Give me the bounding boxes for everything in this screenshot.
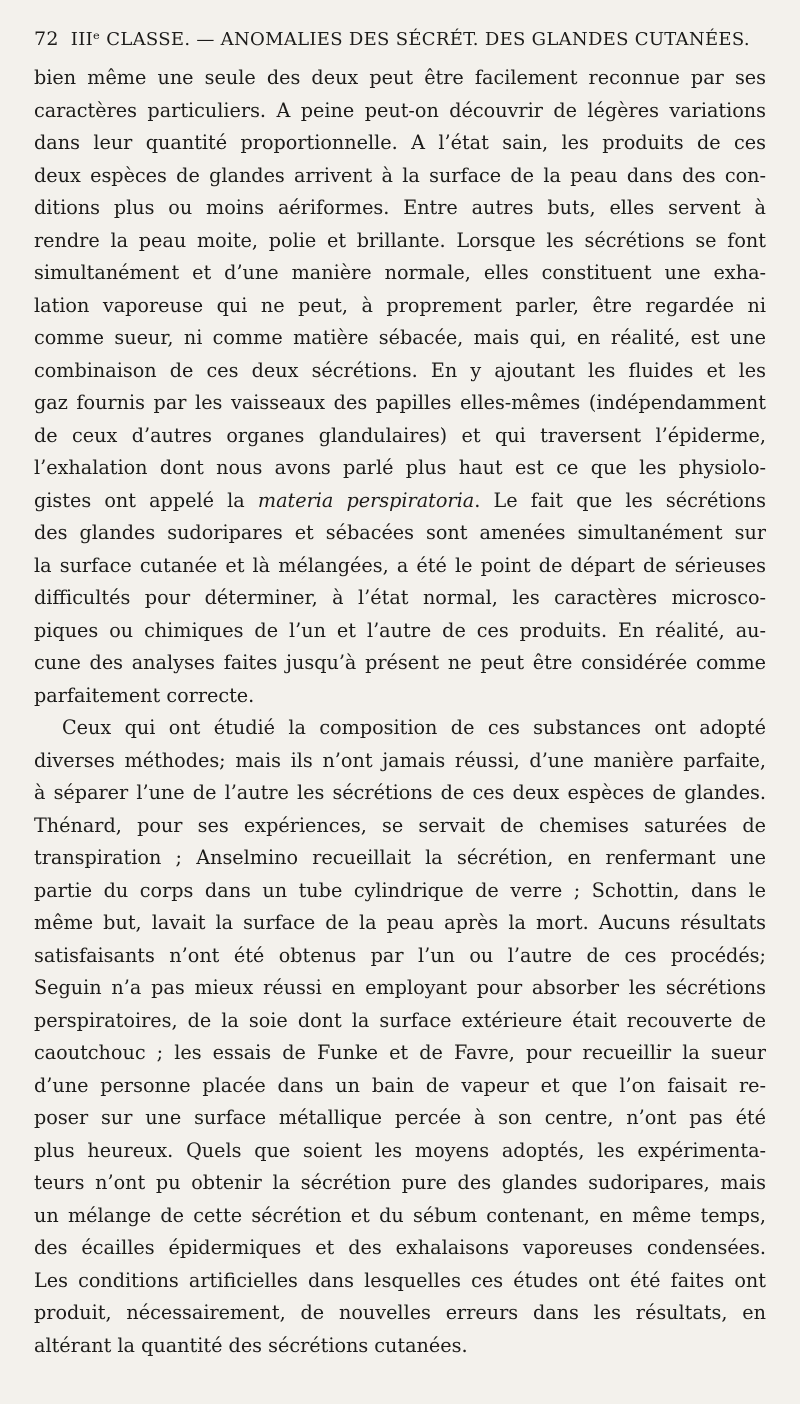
- text-line: même but, lavait la surface de la peau après la mort. Aucuns résultats: [34, 911, 766, 934]
- text-line: piques ou chimiques de l’un et l’autre de ces produits. En réalité, au-: [34, 618, 766, 642]
- running-head: [34, 28, 766, 62]
- text-line: des écailles épidermiques et des exhalaisons vaporeuses condensées.: [34, 1236, 766, 1259]
- text-line: poser sur une surface métallique percée à son centre, n’ont pas été: [34, 1106, 766, 1129]
- text-line: dans leur quantité proportionnelle. A l’état sain, les produits de ces: [34, 131, 766, 154]
- text-line: perspiratoires, de la soie dont la surface extérieure était recouverte de: [34, 1008, 766, 1032]
- text-line: cune des analyses faites jusqu’à présent ne peut être considérée comme: [34, 651, 766, 674]
- text-line: d’une personne placée dans un bain de vapeur et que l’on faisait re-: [34, 1073, 766, 1097]
- text-line: altérant la quantité des sécrétions cutanées.: [34, 1333, 468, 1357]
- page-number: 72: [34, 28, 59, 50]
- text-line: des glandes sudoripares et sébacées sont amenées simultanément sur: [34, 521, 766, 544]
- text-line: teurs n’ont pu obtenir la sécrétion pure des glandes sudoripares, mais: [34, 1171, 766, 1194]
- paragraph-1: [34, 62, 766, 712]
- text-line: un mélange de cette sécrétion et du sébum contenant, en même temps,: [34, 1203, 766, 1227]
- text-line: à séparer l’une de l’autre les sécrétions de ces deux espèces de glandes.: [34, 781, 766, 804]
- text-line: produit, nécessairement, de nouvelles erreurs dans les résultats, en: [34, 1301, 766, 1324]
- text-line: diverses méthodes; mais ils n’ont jamais réussi, d’une manière parfaite,: [34, 748, 766, 772]
- text-line: de ceux d’autres organes glandulaires) et qui traversent l’épiderme,: [34, 423, 766, 447]
- text-span: . Le fait que les sécrétions: [474, 488, 766, 512]
- text-line: plus heureux. Quels que soient les moyens adoptés, les expérimenta-: [34, 1138, 766, 1162]
- text-line: lation vaporeuse qui ne peut, à proprement parler, être regardée ni: [34, 293, 766, 317]
- text-span: gistes ont appelé la: [34, 488, 258, 512]
- text-line: partie du corps dans un tube cylindrique de verre ; Schottin, dans le: [34, 878, 766, 902]
- italic-term: materia perspiratoria: [257, 488, 475, 512]
- text-line: l’exhalation dont nous avons parlé plus haut est ce que les physiolo-: [34, 456, 766, 479]
- body-text: [34, 62, 766, 1362]
- text-line: bien même une seule des deux peut être facilement reconnue par ses: [34, 66, 766, 89]
- text-line: transpiration ; Anselmino recueillait la sécrétion, en renfermant une: [34, 846, 766, 869]
- text-line: parfaitement correcte.: [34, 683, 255, 707]
- paragraph-2: [34, 712, 766, 1362]
- text-line: Thénard, pour ses expériences, se servait de chemises saturées de: [34, 813, 766, 837]
- text-line: gaz fournis par les vaisseaux des papilles elles-mêmes (indépendamment: [34, 391, 766, 414]
- text-line: comme sueur, ni comme matière sébacée, mais qui, en réalité, est une: [34, 326, 766, 349]
- text-line: Seguin n’a pas mieux réussi en employant pour absorber les sécrétions: [34, 976, 766, 999]
- text-line: satisfaisants n’ont été obtenus par l’un ou l’autre de ces procédés;: [34, 943, 766, 967]
- text-line: difficultés pour déterminer, à l’état normal, les caractères microsco-: [34, 586, 766, 609]
- text-line: simultanément et d’une manière normale, elles constituent une exha-: [34, 261, 766, 284]
- text-line: ditions plus ou moins aériformes. Entre autres buts, elles servent à: [34, 196, 766, 219]
- text-line: rendre la peau moite, polie et brillante. Lorsque les sécrétions se font: [34, 228, 766, 252]
- text-line: Les conditions artificielles dans lesquelles ces études ont été faites ont: [34, 1268, 766, 1292]
- text-line: Ceux qui ont étudié la composition de ces substances ont adopté: [62, 716, 766, 739]
- text-line: la surface cutanée et là mélangées, a été le point de départ de sérieuses: [34, 553, 766, 577]
- running-title: IIIᵉ CLASSE. — ANOMALIES DES SÉCRÉT. DES GLANDES CUTANÉES.: [70, 29, 750, 50]
- text-line: caractères particuliers. A peine peut-on découvrir de légères variations: [34, 98, 766, 122]
- text-line: combinaison de ces deux sécrétions. En y ajoutant les fluides et les: [34, 358, 766, 382]
- text-line: deux espèces de glandes arrivent à la surface de la peau dans des con-: [34, 163, 766, 187]
- text-line: caoutchouc ; les essais de Funke et de Favre, pour recueillir la sueur: [34, 1041, 766, 1064]
- text-line-with-italic: [34, 485, 766, 518]
